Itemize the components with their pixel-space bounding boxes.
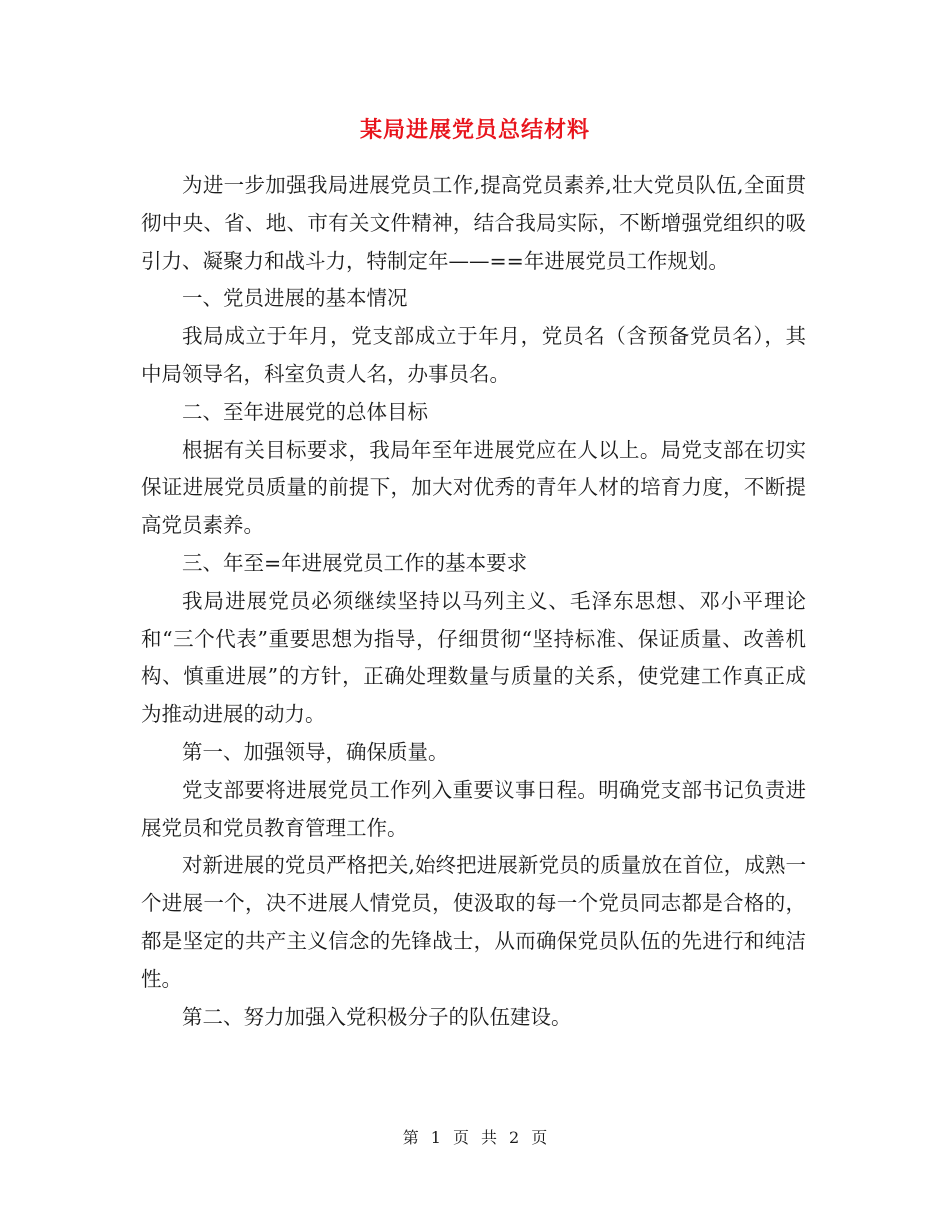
page-footer [0,1126,950,1150]
paragraph-quality-control: 对新进展的党员严格把关,始终把进展新党员的质量放在首位，成熟一个进展一个，决不进展人情党员，使汲取的每一个党员同志都是合格的，都是坚定的共产主义信念的先锋战士，从而确保党员队伍的先进行和纯洁性。 [141,853,806,991]
footer-page-unit: 页 [452,1128,469,1147]
section-heading-1: 一、党员进展的基本情况 [182,286,408,311]
paragraph-basic-situation: 我局成立于年月，党支部成立于年月，党员名（含预备党员名），其中局领导名，科室负责人名，办事员名。 [141,324,806,386]
section-heading-2: 二、至年进展党的总体目标 [182,399,428,424]
paragraph-basic-requirements: 我局进展党员必须继续坚持以马列主义、毛泽东思想、邓小平理论和“三个代表”重要思想为指导，仔细贯彻“坚持标准、保证质量、改善机构、慎重进展”的方针，正确处理数量与质量的关系，使党建工作真正成为推动进展的动力。 [141,588,806,727]
paragraph-leadership: 党支部要将进展党员工作列入重要议事日程。明确党支部书记负责进展党员和党员教育管理工作。 [141,777,806,840]
footer-total-label: 共 [481,1128,498,1147]
paragraph-overall-goal: 根据有关目标要求，我局年至年进展党应在人以上。局党支部在切实保证进展党员质量的前提下，加大对优秀的青年人材的培育力度，不断提高党员素养。 [141,437,806,538]
sub-heading-first: 第一、加强领导，确保质量。 [182,739,449,764]
sub-heading-second: 第二、努力加强入党积极分子的队伍建设。 [182,1004,572,1029]
document-title: 某局进展党员总结材料 [359,117,590,143]
footer-total-unit: 页 [531,1128,548,1147]
document-body [141,167,806,1036]
footer-total-pages: 2 [509,1128,520,1147]
footer-page-label: 第 [402,1128,419,1147]
paragraph-intro: 为进一步加强我局进展党员工作,提高党员素养,壮大党员队伍,全面贯彻中央、省、地、市有关文件精神，结合我局实际，不断增强党组织的吸引力、凝聚力和战斗力，特制定年——==年进展党员工作规划。 [141,173,806,273]
footer-current-page: 1 [430,1128,441,1147]
section-heading-3: 三、年至=年进展党员工作的基本要求 [182,550,528,575]
